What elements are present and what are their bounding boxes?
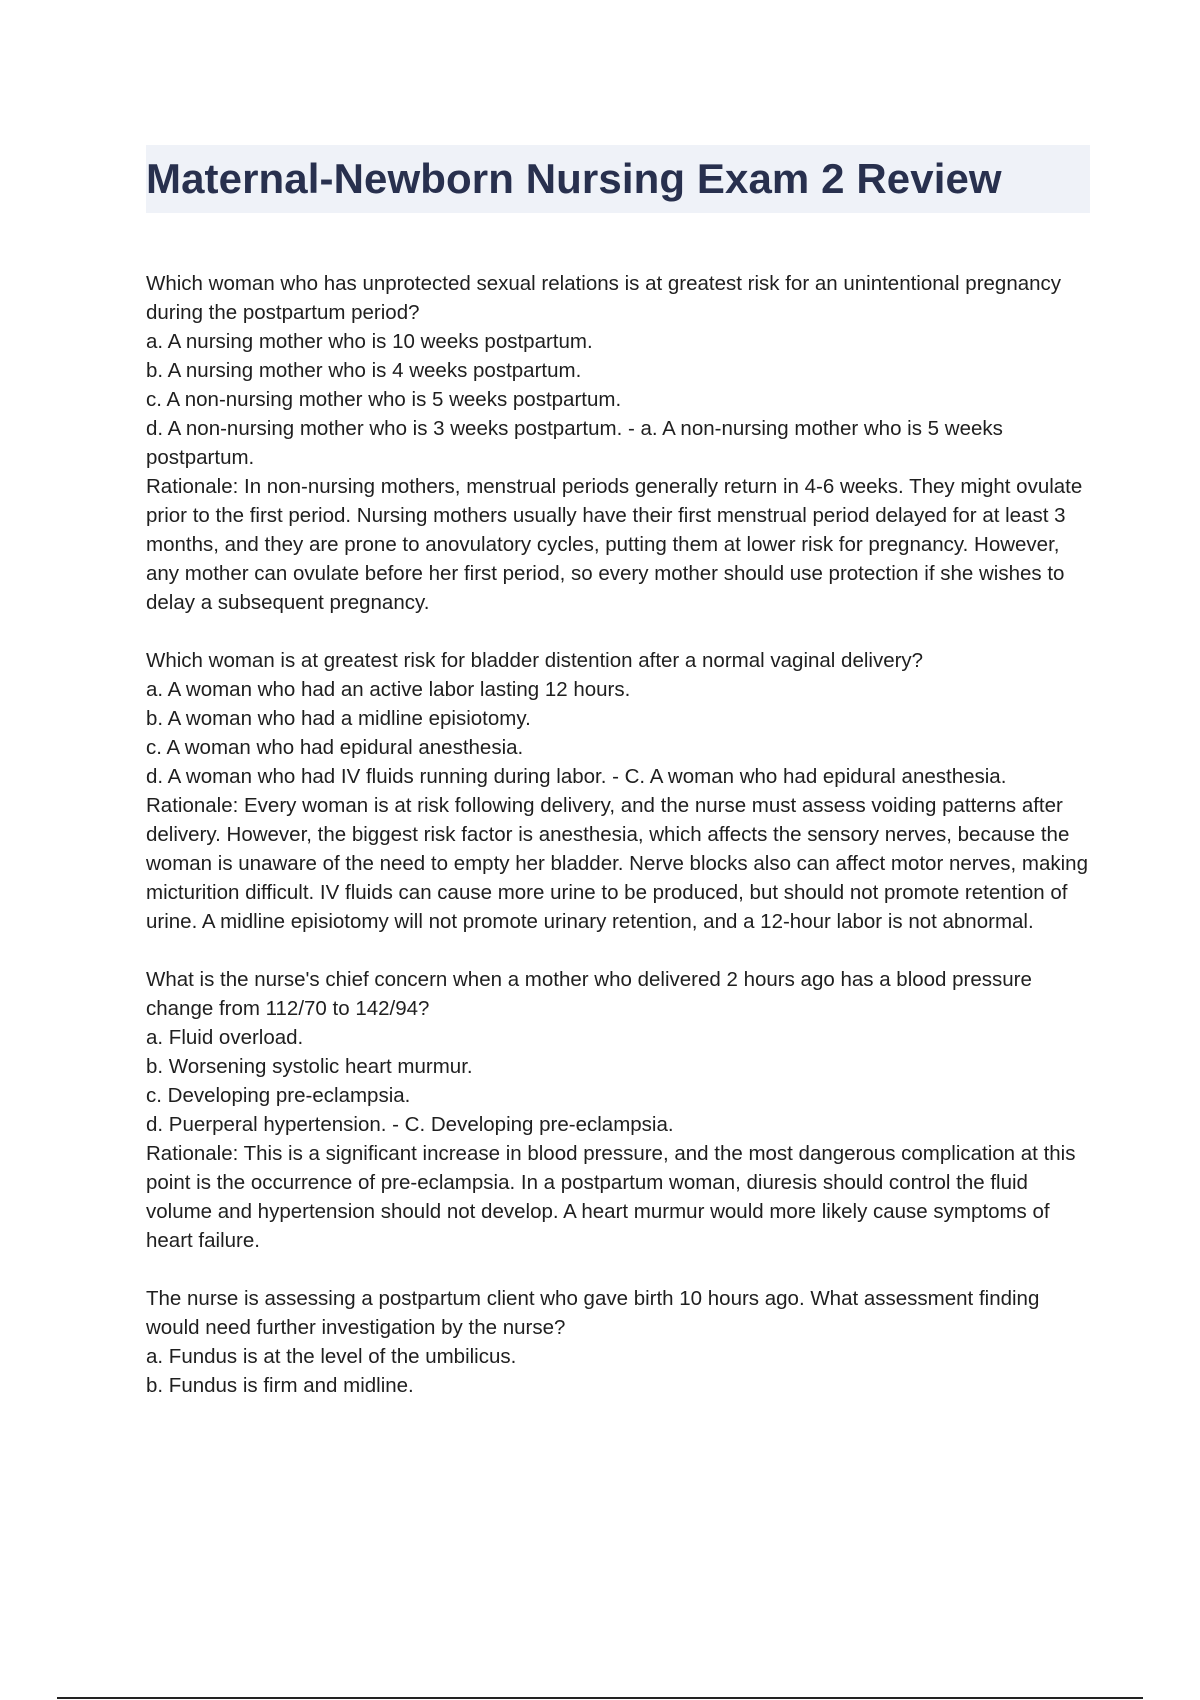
- answer-option: a. A woman who had an active labor lasting 12 hours.: [146, 678, 631, 701]
- answer-option-with-key: d. A non-nursing mother who is 3 weeks postpartum. - a. A non-nursing mother who is 5 weeks postpartum.: [146, 417, 1003, 469]
- answer-option: b. A nursing mother who is 4 weeks postpartum.: [146, 359, 582, 382]
- rationale-text: Rationale: In non-nursing mothers, menstrual periods generally return in 4-6 weeks. They might ovulate prior to the first period. Nursing mothers usually have their first menstrual period delayed for at least 3 months, and they are prone to anovulatory cycles, putting them at lower risk for pregnancy. However, any mother can ovulate before her first period, so every mother should use protection if she wishes to delay a subsequent pregnancy.: [146, 475, 1083, 614]
- rationale-text: Rationale: Every woman is at risk following delivery, and the nurse must assess voiding patterns after delivery. However, the biggest risk factor is anesthesia, which affects the sensory nerves, because the woman is unaware of the need to empty her bladder. Nerve blocks also can affect motor nerves, making micturition difficult. IV fluids can cause more urine to be produced, but should not promote retention of urine. A midline episiotomy will not promote urinary retention, and a 12-hour labor is not abnormal.: [146, 794, 1088, 933]
- answer-option: a. Fundus is at the level of the umbilicus.: [146, 1345, 517, 1368]
- page-title: Maternal-Newborn Nursing Exam 2 Review: [146, 155, 1002, 202]
- question-text: The nurse is assessing a postpartum client who gave birth 10 hours ago. What assessment finding would need further investigation by the nurse?: [146, 1287, 1040, 1339]
- answer-option: a. Fluid overload.: [146, 1026, 304, 1049]
- question-block-1: [146, 269, 1096, 617]
- question-text: Which woman who has unprotected sexual relations is at greatest risk for an unintentional pregnancy during the postpartum period?: [146, 272, 1062, 324]
- page-bottom-rule: [57, 1697, 1143, 1699]
- question-block-4: [146, 1284, 1096, 1400]
- question-text: Which woman is at greatest risk for bladder distention after a normal vaginal delivery?: [146, 649, 924, 672]
- answer-option-with-key: d. Puerperal hypertension. - C. Developing pre-eclampsia.: [146, 1113, 674, 1136]
- document-body: [146, 269, 1096, 1429]
- answer-option-with-key: d. A woman who had IV fluids running during labor. - C. A woman who had epidural anesthesia.: [146, 765, 1007, 788]
- question-text: What is the nurse's chief concern when a mother who delivered 2 hours ago has a blood pressure change from 112/70 to 142/94?: [146, 968, 1032, 1020]
- answer-option: b. Worsening systolic heart murmur.: [146, 1055, 473, 1078]
- answer-option: c. A woman who had epidural anesthesia.: [146, 736, 524, 759]
- question-block-2: [146, 646, 1096, 936]
- rationale-text: Rationale: This is a significant increase in blood pressure, and the most dangerous complication at this point is the occurrence of pre-eclampsia. In a postpartum woman, diuresis should control the fluid volume and hypertension should not develop. A heart murmur would more likely cause symptoms of heart failure.: [146, 1142, 1076, 1252]
- answer-option: c. Developing pre-eclampsia.: [146, 1084, 411, 1107]
- answer-option: b. A woman who had a midline episiotomy.: [146, 707, 531, 730]
- question-block-3: [146, 965, 1096, 1255]
- answer-option: c. A non-nursing mother who is 5 weeks postpartum.: [146, 388, 622, 411]
- answer-option: a. A nursing mother who is 10 weeks postpartum.: [146, 330, 593, 353]
- answer-option: b. Fundus is firm and midline.: [146, 1374, 414, 1397]
